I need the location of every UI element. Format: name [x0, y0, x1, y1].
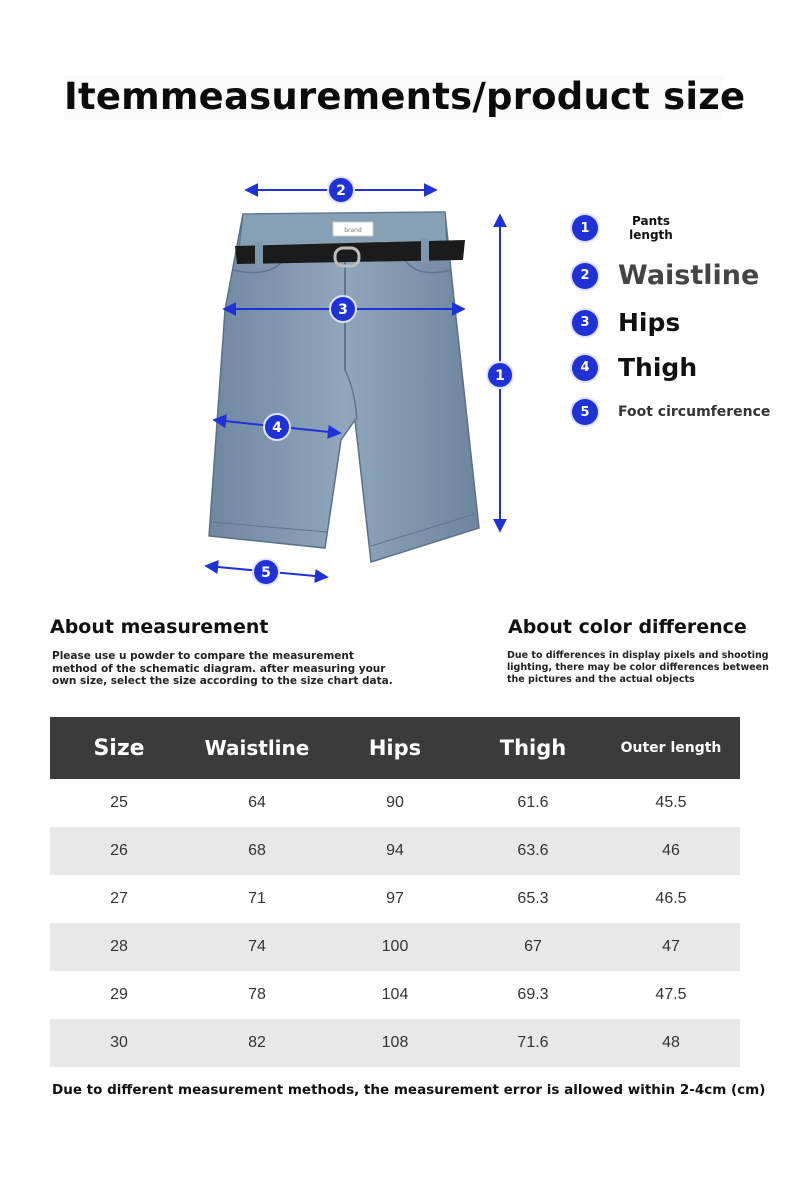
cell-waistline: 78	[248, 986, 266, 1003]
cell-thigh: 61.6	[517, 794, 549, 811]
cell-size: 30	[50, 1019, 188, 1067]
legend-label: Thigh	[618, 353, 698, 382]
legend-marker: 5	[572, 399, 598, 425]
cell-waistline: 68	[188, 827, 326, 875]
legend-marker: 2	[572, 263, 598, 289]
legend-marker: 4	[572, 355, 598, 381]
svg-text:4: 4	[272, 420, 282, 436]
cell-outer-length: 47	[602, 923, 740, 971]
cell-outer-length: 45.5	[655, 794, 687, 811]
cell-size: 28	[50, 923, 188, 971]
legend-label: Hips	[618, 308, 681, 337]
title-banner	[64, 74, 746, 120]
marker-foot	[253, 559, 279, 585]
svg-text:5: 5	[261, 565, 271, 581]
header-hips: Hips	[326, 717, 464, 779]
cell-size: 26	[50, 827, 188, 875]
size-chart-table	[50, 717, 740, 1067]
cell-hips: 108	[326, 1019, 464, 1067]
cell-thigh: 63.6	[464, 827, 602, 875]
cell-waistline: 64	[248, 794, 266, 811]
legend-item-thigh	[572, 353, 697, 382]
cell-hips: 97	[386, 890, 404, 907]
marker-thigh	[264, 414, 290, 440]
legend-item-hips	[572, 308, 680, 337]
table-row	[50, 827, 740, 875]
legend-marker: 1	[572, 215, 598, 241]
header-size: Size	[50, 717, 188, 779]
cell-thigh: 71.6	[464, 1019, 602, 1067]
table-row	[50, 971, 740, 1019]
table-row	[50, 875, 740, 923]
header-waistline: Waistline	[188, 717, 326, 779]
shorts-illustration	[195, 170, 535, 590]
about-color-text: Due to differences in display pixels and shooting lighting, there may be color differences between the pictures and the actual objects	[507, 650, 769, 685]
cell-outer-length: 47.5	[655, 986, 687, 1003]
svg-text:2: 2	[336, 183, 346, 199]
legend-item-foot-circumference	[572, 399, 770, 425]
about-color-heading: About color difference	[508, 616, 747, 638]
cell-outer-length: 46.5	[655, 890, 687, 907]
marker-length	[487, 362, 513, 388]
cell-size: 29	[110, 986, 128, 1003]
cell-waistline: 82	[188, 1019, 326, 1067]
table-row	[50, 1019, 740, 1067]
svg-text:3: 3	[338, 302, 348, 318]
about-measurement-heading: About measurement	[50, 616, 269, 638]
page-title: Itemmeasurements/product size	[64, 75, 746, 118]
marker-hips	[330, 296, 356, 322]
cell-outer-length: 46	[602, 827, 740, 875]
cell-hips: 100	[326, 923, 464, 971]
brand-label: brand	[344, 227, 362, 234]
header-thigh: Thigh	[464, 717, 602, 779]
table-row	[50, 779, 740, 827]
cell-size: 25	[110, 794, 128, 811]
table-row	[50, 923, 740, 971]
cell-outer-length: 48	[602, 1019, 740, 1067]
cell-thigh: 65.3	[517, 890, 549, 907]
cell-hips: 104	[381, 986, 409, 1003]
cell-hips: 90	[386, 794, 404, 811]
measurement-legend	[572, 212, 782, 442]
svg-text:1: 1	[495, 368, 505, 384]
about-measurement-text: Please use u powder to compare the measurement method of the schematic diagram. after measuring your own size, select the size according to the size chart data.	[52, 650, 393, 687]
cell-waistline: 74	[188, 923, 326, 971]
marker-waist	[328, 177, 354, 203]
legend-label: Foot circumference	[618, 404, 771, 420]
cell-thigh: 69.3	[517, 986, 549, 1003]
cell-size: 27	[110, 890, 128, 907]
cell-waistline: 71	[248, 890, 266, 907]
legend-item-waistline	[572, 260, 759, 291]
cell-thigh: 67	[464, 923, 602, 971]
legend-label: Pants length	[629, 214, 673, 242]
measurement-footnote: Due to different measurement methods, the measurement error is allowed within 2-4cm (cm)	[52, 1082, 766, 1098]
legend-label: Waistline	[618, 260, 760, 291]
table-header-row	[50, 717, 740, 779]
legend-item-pants-length	[572, 214, 684, 242]
product-diagram	[195, 170, 535, 590]
header-outer-length: Outer length	[602, 717, 740, 779]
legend-marker: 3	[572, 310, 598, 336]
cell-hips: 94	[326, 827, 464, 875]
